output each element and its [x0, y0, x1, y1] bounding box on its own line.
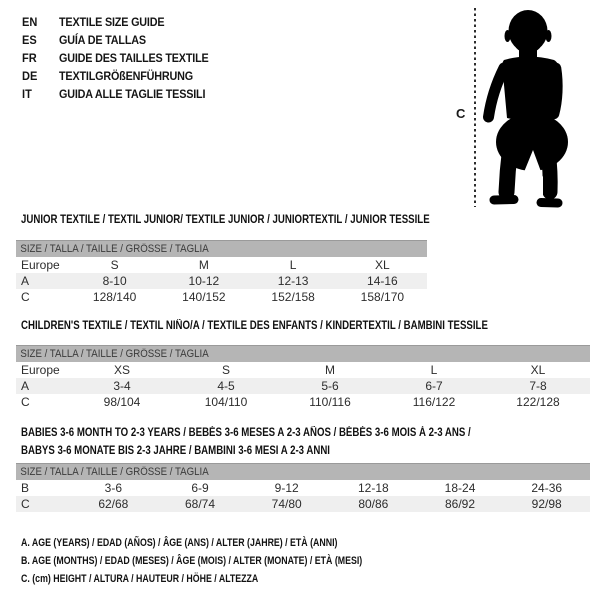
- table-cell: 62/68: [98, 497, 129, 511]
- table-cell: 128/140: [92, 290, 137, 304]
- language-label: GUIDE DES TAILLES TEXTILE: [59, 51, 209, 65]
- height-measure-label: C: [456, 106, 466, 121]
- language-label: GUÍA DE TALLAS: [59, 33, 146, 47]
- table-cell: 3-6: [104, 481, 122, 495]
- language-row: [22, 85, 225, 103]
- language-label: TEXTILGRÖßENFÜHRUNG: [59, 69, 193, 83]
- table-cell: 18-24: [444, 481, 476, 495]
- language-label: GUIDA ALLE TAGLIE TESSILI: [59, 87, 206, 101]
- table-cell: 140/152: [182, 290, 226, 304]
- table-cell: XL: [375, 258, 390, 272]
- size-header-bar: [16, 240, 427, 257]
- table-cell: 68/74: [184, 497, 216, 511]
- table-cell: 5-6: [321, 379, 339, 393]
- table-title: BABIES 3-6 MONTH TO 2-3 YEARS / BEBÉS 3-6 MESES A 2-3 AÑOS / BÉBÉS 3-6 MOIS À 2-3 ANS /: [21, 427, 471, 439]
- height-measure-dashed-line: [474, 8, 476, 207]
- table-row: [16, 289, 427, 305]
- size-header-bar: [16, 345, 590, 362]
- table-cell: 12-13: [277, 274, 309, 288]
- table-cell: S: [110, 258, 119, 272]
- table-cell: 92/98: [531, 497, 562, 511]
- table-cell: M: [325, 363, 335, 377]
- legend-line: B. AGE (MONTHS) / EDAD (MESES) / ÂGE (MOIS) / ALTER (MONATE) / ETÀ (MESI): [21, 555, 363, 567]
- row-label: Europe: [21, 363, 60, 377]
- toddler-silhouette-icon: [480, 0, 600, 212]
- size-header-bar: [16, 463, 590, 480]
- table-cell: XL: [530, 363, 546, 377]
- table-row: [16, 362, 590, 378]
- table-cell: 110/116: [309, 395, 351, 409]
- table-title: CHILDREN'S TEXTILE / TEXTIL NIÑO/A / TEXTILE DES ENFANTS / KINDERTEXTIL / BAMBINI TESSILE: [21, 320, 488, 332]
- table-row: [16, 257, 427, 273]
- table-title: JUNIOR TEXTILE / TEXTIL JUNIOR/ TEXTILE JUNIOR / JUNIORTEXTIL / JUNIOR TESSILE: [21, 214, 430, 226]
- language-code: EN: [22, 15, 38, 29]
- table-cell: 74/80: [271, 497, 302, 511]
- table-cell: XS: [113, 363, 130, 377]
- table-cell: 6-7: [425, 379, 443, 393]
- table-row: [16, 394, 590, 410]
- table-cell: 116/122: [412, 395, 456, 409]
- table-cell: 12-18: [358, 481, 389, 495]
- table-cell: 152/158: [271, 290, 315, 304]
- babies-textile-table: [16, 424, 590, 512]
- table-cell: 6-9: [191, 481, 209, 495]
- table-row: [16, 480, 590, 496]
- size-header-text: SIZE / TALLA / TAILLE / GRÖSSE / TAGLIA: [20, 466, 209, 478]
- language-code: FR: [22, 51, 37, 65]
- language-row: [22, 13, 225, 31]
- table-cell: 4-5: [217, 379, 235, 393]
- table-cell: 86/92: [445, 497, 476, 511]
- table-cell: L: [430, 363, 438, 377]
- table-cell: 104/110: [204, 395, 248, 409]
- language-title-list: [22, 13, 225, 103]
- language-code: ES: [22, 33, 37, 47]
- row-label: C: [21, 290, 30, 304]
- row-label: Europe: [21, 258, 60, 272]
- legend-line: C. (cm) HEIGHT / ALTURA / HAUTEUR / HÖHE / ALTEZZA: [21, 573, 259, 585]
- table-row: [16, 496, 590, 512]
- table-cell: 24-36: [531, 481, 563, 495]
- table-cell: 158/170: [360, 290, 405, 304]
- table-cell: 98/104: [103, 395, 141, 409]
- language-row: [22, 31, 225, 49]
- row-label: C: [21, 395, 30, 409]
- row-label: B: [21, 481, 30, 495]
- childrens-textile-table: [16, 320, 590, 410]
- size-header-text: SIZE / TALLA / TAILLE / GRÖSSE / TAGLIA: [20, 243, 209, 255]
- legend-line: A. AGE (YEARS) / EDAD (AÑOS) / ÂGE (ANS) / ALTER (JAHRE) / ETÀ (ANNI): [21, 537, 338, 549]
- table-cell: 3-4: [113, 379, 131, 393]
- table-cell: S: [221, 363, 230, 377]
- table-cell: M: [198, 258, 209, 272]
- language-code: IT: [22, 87, 32, 101]
- table-cell: L: [289, 258, 297, 272]
- language-label: TEXTILE SIZE GUIDE: [59, 15, 165, 29]
- row-label: A: [21, 379, 30, 393]
- table-cell: 80/86: [358, 497, 389, 511]
- row-label: C: [21, 497, 30, 511]
- size-header-text: SIZE / TALLA / TAILLE / GRÖSSE / TAGLIA: [20, 348, 209, 360]
- table-cell: 14-16: [367, 274, 398, 288]
- language-row: [22, 67, 225, 85]
- language-row: [22, 49, 225, 67]
- table-cell: 10-12: [188, 274, 220, 288]
- row-label: A: [21, 274, 30, 288]
- table-cell: 9-12: [274, 481, 299, 495]
- measure-legend: [21, 534, 448, 588]
- language-code: DE: [22, 69, 38, 83]
- table-row: [16, 378, 590, 394]
- table-cell: 122/128: [516, 395, 560, 409]
- table-row: [16, 273, 427, 289]
- junior-textile-table: [16, 214, 430, 305]
- table-cell: 7-8: [529, 379, 547, 393]
- table-title: BABYS 3-6 MONATE BIS 2-3 JAHRE / BAMBINI 3-6 MESI A 2-3 ANNI: [21, 445, 330, 457]
- table-cell: 8-10: [102, 274, 127, 288]
